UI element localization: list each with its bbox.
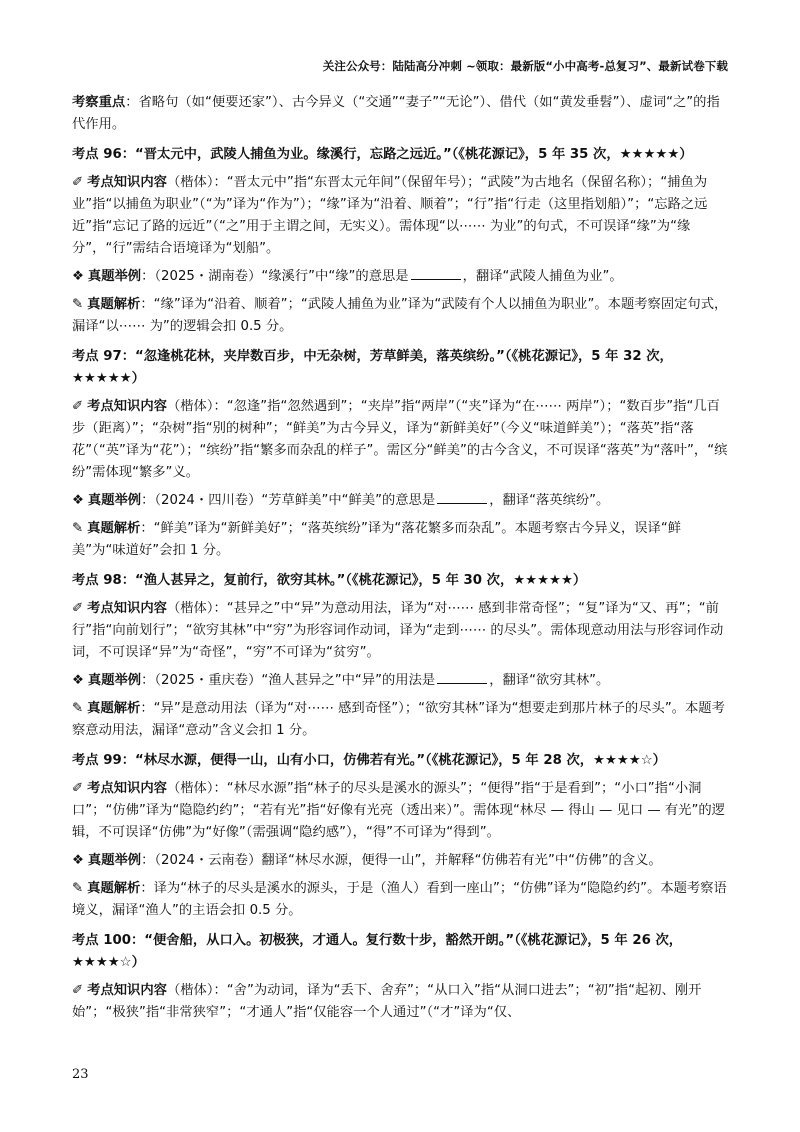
- pencil-icon: ✐: [72, 601, 84, 616]
- page-header: 关注公众号：陆陆高分冲刺 ~领取：最新版“小中高考-总复习”、最新试卷下载: [322, 59, 728, 73]
- point-100-title: 考点 100：“便舍船，从口入。初极狭，才通人。复行数十步，豁然开朗。”（《桃花源记》，5 年 26 次，★★★★☆）: [72, 933, 683, 970]
- example-text: ：（2024・云南卷）翻译“林尽水源，便得一山”，并解释“仿佛若有光”中“仿佛”的含义。: [141, 853, 662, 868]
- knowledge-text: （楷体）：“甚异之”中“异”为意动用法，译为“对⋯⋯ 感到非常奇怪”；“复”译为“又、再”；“前行”指“向前划行”；“欲穷其林”中“穷”为形容词作动词，译为“走到⋯⋯ 的尽头”。需体现意动用法与形容词作动词，不可误译“异”为“奇怪”，“穷”不可译为“贫穷”。: [72, 601, 724, 660]
- analysis-text: ：“鲜美”译为“新鲜美好”；“落英缤纷”译为“落花繁多而杂乱”。本题考察古今异义，误译“鲜美”为“味道好”会扣 1 分。: [72, 521, 682, 558]
- pen-icon: ✎: [72, 881, 84, 896]
- diamond-icon: ❖: [72, 493, 84, 508]
- point-99-example: [72, 850, 730, 872]
- pen-icon: ✎: [72, 297, 84, 312]
- example-text-end: ，翻译“武陵人捕鱼为业”。: [462, 269, 623, 284]
- example-label: 真题举例: [87, 269, 142, 284]
- point-96-title: 考点 96：“晋太元中，武陵人捕鱼为业。缘溪行，忘路之远近。”（《桃花源记》，5 年 35 次，★★★★★）: [72, 147, 693, 162]
- answer-blank: [437, 490, 487, 504]
- analysis-label: 真题解析: [87, 881, 141, 896]
- example-text-end: ，翻译“欲穷其林”。: [489, 673, 610, 688]
- analysis-text: ：“缘”译为“沿着、顺着”；“武陵人捕鱼为业”译为“武陵有个人以捕鱼为职业”。本题考察固定句式，漏译“以⋯⋯ 为”的逻辑会扣 0.5 分。: [72, 297, 728, 334]
- answer-blank: [437, 670, 487, 684]
- analysis-label: 真题解析: [87, 297, 141, 312]
- knowledge-text: （楷体）：“忽逢”指“忽然遇到”；“夹岸”指“两岸”（“夹”译为“在⋯⋯ 两岸”）；“数百步”指“几百步（距离）”；“杂树”指“别的树种”；“鲜美”为古今异义，译为“新鲜美好”（今义“味道鲜美”）；“落英”指“落花”（“英”译为“花”）；“缤纷”指“繁多而杂乱的样子”。需区分“鲜美”的古今含义，不可误译“落英”为“落叶”，“缤纷”需体现“繁多”义。: [72, 399, 728, 480]
- diamond-icon: ❖: [72, 269, 84, 284]
- pen-icon: ✎: [72, 521, 84, 536]
- document-body: [72, 92, 730, 1024]
- pencil-icon: ✐: [72, 983, 84, 998]
- point-96-knowledge: [72, 172, 730, 260]
- point-99-title: 考点 99：“林尽水源，便得一山，山有小口，仿佛若有光。”（《桃花源记》，5 年 28 次，★★★★☆）: [72, 753, 666, 768]
- analysis-label: 真题解析: [87, 521, 141, 536]
- pencil-icon: ✐: [72, 175, 84, 190]
- knowledge-text: （楷体）：“舍”为动词，译为“丢下、舍弃”；“从口入”指“从洞口进去”；“初”指“起初、刚开始”；“极狭”指“非常狭窄”；“才通人”指“仅能容一个人通过”（“才”译为“仅、: [72, 983, 702, 1020]
- knowledge-label: 考点知识内容: [87, 399, 167, 414]
- knowledge-label: 考点知识内容: [87, 601, 167, 616]
- point-96-example: [72, 266, 730, 288]
- point-96-analysis: [72, 294, 730, 338]
- example-text: ：（2024・四川卷）“芳草鲜美”中“鲜美”的意思是: [141, 493, 436, 508]
- example-text-end: ，翻译“落英缤纷”。: [489, 493, 610, 508]
- point-99-knowledge: [72, 778, 730, 844]
- knowledge-label: 考点知识内容: [87, 781, 167, 796]
- analysis-label: 真题解析: [87, 701, 141, 716]
- intro-label: 考察重点: [72, 95, 126, 110]
- point-98-title: 考点 98：“渔人甚异之，复前行，欲穷其林。”（《桃花源记》，5 年 30 次，★★★★★）: [72, 573, 587, 588]
- point-100-knowledge: [72, 980, 730, 1024]
- point-99-analysis: [72, 878, 730, 922]
- example-label: 真题举例: [87, 853, 142, 868]
- point-98-analysis: [72, 698, 730, 742]
- answer-blank: [411, 266, 461, 280]
- example-label: 真题举例: [87, 493, 142, 508]
- pencil-icon: ✐: [72, 399, 84, 414]
- point-98-example: [72, 670, 730, 692]
- point-97-analysis: [72, 518, 730, 562]
- knowledge-label: 考点知识内容: [87, 983, 167, 998]
- example-text: ：（2025・湖南卷）“缘溪行”中“缘”的意思是: [141, 269, 409, 284]
- intro-text: ：省略句（如“便要还家”）、古今异义（“交通”“妻子”“无论”）、借代（如“黄发垂髫”）、虚词“之”的指代作用。: [72, 95, 720, 132]
- example-text: ：（2025・重庆卷）“渔人甚异之”中“异”的用法是: [141, 673, 436, 688]
- diamond-icon: ❖: [72, 853, 84, 868]
- example-label: 真题举例: [87, 673, 142, 688]
- page-number: 23: [72, 1067, 89, 1082]
- intro-paragraph: [72, 92, 730, 136]
- pen-icon: ✎: [72, 701, 84, 716]
- point-97-title: 考点 97：“忽逢桃花林，夹岸数百步，中无杂树，芳草鲜美，落英缤纷。”（《桃花源记》，5 年 32 次，★★★★★）: [72, 349, 673, 386]
- pencil-icon: ✐: [72, 781, 84, 796]
- analysis-text: ：“异”是意动用法（译为“对⋯⋯ 感到奇怪”）；“欲穷其林”译为“想要走到那片林子的尽头”。本题考察意动用法，漏译“意动”含义会扣 1 分。: [72, 701, 725, 738]
- knowledge-text: （楷体）：“林尽水源”指“林子的尽头是溪水的源头”；“便得”指“于是看到”；“小口”指“小洞口”；“仿佛”译为“隐隐约约”；“若有光”指“好像有光亮（透出来）”。需体现“林尽 — 得山 — 见口 — 有光”的逻辑，不可误译“仿佛”为“好像”（需强调“隐约感”），“得”不可译为“得到”。: [72, 781, 725, 840]
- knowledge-text: （楷体）：“晋太元中”指“东晋太元年间”（保留年号）；“武陵”为古地名（保留名称）；“捕鱼为业”指“以捕鱼为职业”（“为”译为“作为”）；“缘”译为“沿着、顺着”；“行”指“行走（这里指划船）”；“忘路之远近”指“忘记了路的远近”（“之”用于主谓之间，无实义）。需体现“以⋯⋯ 为业”的句式，不可误译“缘”为“缘分”，“行”需结合语境译为“划船”。: [72, 175, 708, 256]
- point-98-knowledge: [72, 598, 730, 664]
- point-97-example: [72, 490, 730, 512]
- analysis-text: ：译为“林子的尽头是溪水的源头，于是（渔人）看到一座山”；“仿佛”译为“隐隐约约”。本题考察语境义，漏译“渔人”的主语会扣 0.5 分。: [72, 881, 727, 918]
- point-97-knowledge: [72, 396, 730, 484]
- diamond-icon: ❖: [72, 673, 84, 688]
- knowledge-label: 考点知识内容: [87, 175, 167, 190]
